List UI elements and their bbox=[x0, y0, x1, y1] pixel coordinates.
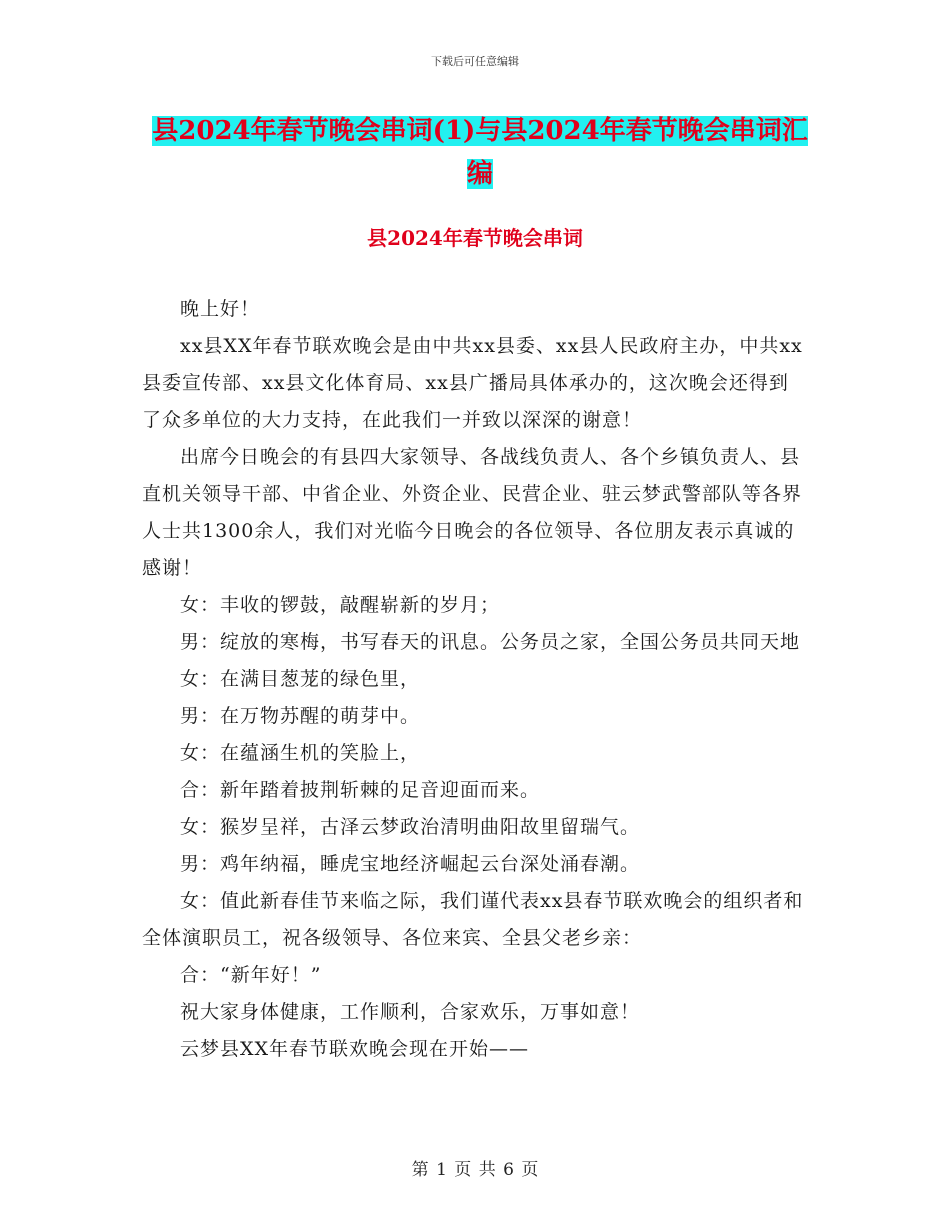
paragraph: 女：在蕴涵生机的笑脸上， bbox=[180, 742, 421, 764]
section-title: 县2024年春节晚会串词 bbox=[367, 226, 583, 250]
document-body bbox=[142, 291, 807, 1068]
paragraph: 合：新年踏着披荆斩棘的足音迎面而来。 bbox=[180, 779, 541, 801]
paragraph: xx县XX年春节联欢晚会是由中共xx县委、xx县人民政府主办，中共xx县委宣传部、xx县文化体育局、xx县广播局具体承办的，这次晚会还得到了众多单位的大力支持，在此我们一并致以深深的谢意！ bbox=[142, 335, 803, 431]
paragraph: 女：在满目葱茏的绿色里， bbox=[180, 668, 421, 690]
paragraph: 男：绽放的寒梅，书写春天的讯息。公务员之家，全国公务员共同天地 bbox=[180, 631, 801, 653]
paragraph: 男：鸡年纳福，睡虎宝地经济崛起云台深处涌春潮。 bbox=[180, 853, 641, 875]
page-footer: 第 1 页 共 6 页 bbox=[411, 1160, 539, 1180]
paragraph: 合：“新年好！” bbox=[180, 964, 322, 986]
paragraph: 云梦县XX年春节联欢晚会现在开始—— bbox=[180, 1038, 530, 1060]
header-note: 下载后可任意编辑 bbox=[431, 55, 519, 68]
document-title-text: 县2024年春节晚会串词(1)与县2024年春节晚会串词汇编 bbox=[152, 116, 808, 189]
document-title bbox=[140, 110, 820, 196]
paragraph: 晚上好！ bbox=[180, 298, 261, 320]
paragraph: 男：在万物苏醒的萌芽中。 bbox=[180, 705, 421, 727]
paragraph: 祝大家身体健康，工作顺利，合家欢乐，万事如意！ bbox=[180, 1001, 641, 1023]
paragraph: 女：猴岁呈祥，古泽云梦政治清明曲阳故里留瑞气。 bbox=[180, 816, 641, 838]
paragraph: 女：丰收的锣鼓，敲醒崭新的岁月； bbox=[180, 594, 501, 616]
paragraph: 女：值此新春佳节来临之际，我们谨代表xx县春节联欢晚会的组织者和全体演职员工，祝各级领导、各位来宾、全县父老乡亲： bbox=[142, 890, 804, 949]
paragraph: 出席今日晚会的有县四大家领导、各战线负责人、各个乡镇负责人、县直机关领导干部、中省企业、外资企业、民营企业、驻云梦武警部队等各界人士共1300余人，我们对光临今日晚会的各位领导、各位朋友表示真诚的感谢！ bbox=[142, 446, 803, 579]
